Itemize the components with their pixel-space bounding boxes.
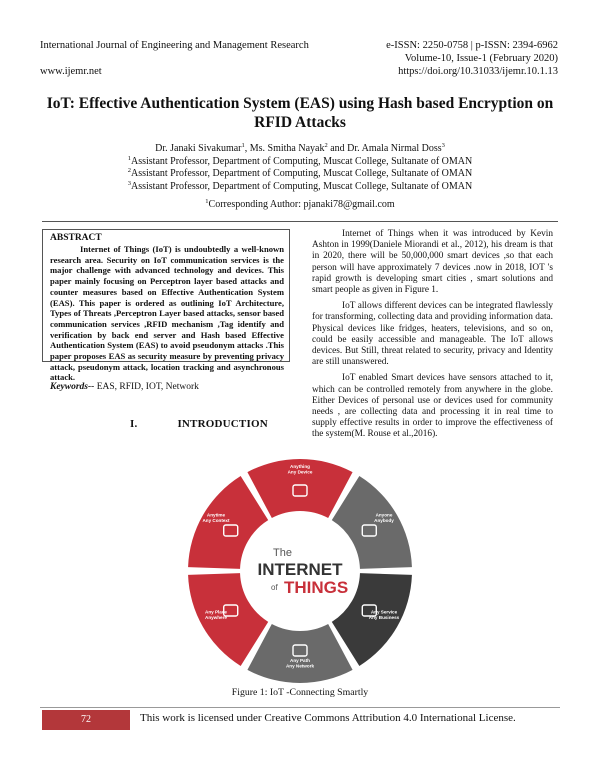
figure-segment — [247, 624, 352, 683]
author-3-sup: 3 — [441, 142, 445, 149]
intro-paragraph-1: Internet of Things when it was introduced by Kevin Ashton in 1999(Daniele Miorandi et al., 2012), his dream is that in 2020, there will be 50,000,000 smart devices ,so that each person will have approximately 7 devices .now in 2018, IOT 's rapid growth is developing smart cities , smart solutions and smart people as given in Figure 1. — [312, 229, 553, 296]
author-1: Dr. Janaki Sivakumar — [155, 143, 242, 154]
segment-label-1: Any Service — [370, 609, 398, 615]
aff-2-sup: 2 — [127, 167, 131, 174]
intro-column — [312, 229, 553, 446]
segment-label-1: Anyone — [375, 512, 393, 518]
doi-link[interactable]: https://doi.org/10.31033/ijemr.10.1.13 — [398, 66, 558, 77]
figure-things: THINGS — [284, 578, 349, 597]
segment-label-1: Anytime — [206, 512, 226, 518]
abstract-body — [50, 244, 284, 383]
segment-label-2: Anywhere — [205, 615, 227, 620]
corr-sup: 1 — [205, 198, 209, 205]
author-2: Ms. Smitha Nayak — [249, 143, 325, 154]
keywords — [50, 382, 284, 392]
issn: e-ISSN: 2250-0758 | p-ISSN: 2394-6962 — [386, 40, 558, 51]
affiliation-3 — [40, 181, 560, 194]
aff-1-text: Assistant Professor, Department of Computing, Muscat College, Sultanate of OMAN — [131, 155, 473, 167]
keywords-text: EAS, RFID, IOT, Network — [94, 382, 199, 392]
segment-label-1: Any Path — [290, 658, 310, 663]
page-number: 72 — [42, 710, 130, 730]
author-block — [40, 143, 560, 193]
affiliation-1 — [40, 156, 560, 169]
segment-label-2: Any Context — [202, 518, 230, 523]
author-3: Dr. Amala Nirmal Doss — [347, 143, 442, 154]
segment-label-1: Any Place — [205, 609, 227, 615]
abstract-text: Internet of Things (IoT) is undoubtedly a well-known research area. Security on IoT communication services is the major challenge with advanced technology and devices. This paper mainly focusing on Perceptron layer based attacks and counter measures based on Effective Authentication System (EAS). This paper is ordered as outlining IoT Architecture, Types of Threats ,Perceptron Layer based attacks, sensor based communication services ,RFID mechanism ,Tag identify and verification by back end server and Hash based Effective Authentication System (EAS) to avoid pseudonym attacks .This paper proposes EAS as security measure by preventing privacy attack, pseudonym attack, location tracking and asynchronous attack. — [50, 244, 284, 383]
section-heading — [130, 418, 268, 430]
aff-3-sup: 3 — [127, 179, 131, 187]
segment-label-2: Any Network — [285, 663, 315, 669]
figure-caption: Figure 1: IoT -Connecting Smartly — [231, 687, 369, 698]
license-text: This work is licensed under Creative Commons Attribution 4.0 International License. — [140, 712, 516, 724]
figure-the: The — [273, 547, 292, 559]
journal-website[interactable]: www.ijemr.net — [40, 66, 102, 77]
segment-label-2: Anybody — [374, 518, 394, 523]
paper-title: IoT: Effective Authentication System (EAS) using Hash based Encryption on RFID Attacks — [46, 95, 554, 131]
corresponding-author — [40, 199, 560, 210]
affiliation-2 — [40, 168, 560, 181]
divider-rule — [42, 221, 558, 222]
author-1-sup: 1 — [241, 142, 245, 149]
aff-2-text: Assistant Professor, Department of Computing, Muscat College, Sultanate of OMAN — [131, 168, 473, 179]
intro-paragraph-3: IoT enabled Smart devices have sensors attached to it, which can be controlled remotely from anywhere in the globe. Either Devices of personal use or devices used for community needs , are collecting data and processing it in real time to supply effective results in order to improve the effectiveness of the system(M. Rouse et al.,2016). — [312, 373, 553, 440]
author-sep: and — [327, 143, 348, 154]
author-sep: , — [244, 143, 250, 154]
abstract-indent — [50, 244, 80, 254]
author-line — [40, 143, 560, 156]
segment-label-2: Any Business — [368, 615, 400, 620]
iot-figure — [160, 454, 440, 684]
aff-3-text: Assistant Professor, Department of Computing, Muscat College, Sultanate of OMAN — [131, 180, 473, 192]
figure-of: of — [271, 583, 278, 592]
abstract-heading: ABSTRACT — [50, 233, 102, 243]
corr-text: Corresponding Author: pjanaki78@gmail.com — [208, 199, 395, 210]
author-2-sup: 2 — [324, 142, 328, 149]
figure-internet: INTERNET — [257, 560, 343, 579]
section-number: I. — [130, 418, 138, 430]
segment-label-2: Any Device — [287, 469, 313, 475]
section-title: INTRODUCTION — [177, 418, 268, 430]
footer-rule — [40, 707, 560, 708]
intro-paragraph-2: IoT allows different devices can be integrated flawlessly for transforming, collecting data and providing information data. Physical devices like fridges, heaters, televisions, and so on, could be easily accessible and manageable. The IoT allows devices. But Still, threat related to security, privacy and Identity are still unanswered. — [312, 301, 553, 368]
segment-label-1: Anything — [290, 464, 310, 469]
keywords-label: Keywords-- — [50, 382, 95, 392]
journal-name: International Journal of Engineering and Management Research — [40, 40, 309, 51]
aff-1-sup: 1 — [127, 154, 131, 162]
volume-issue: Volume-10, Issue-1 (February 2020) — [404, 53, 558, 64]
